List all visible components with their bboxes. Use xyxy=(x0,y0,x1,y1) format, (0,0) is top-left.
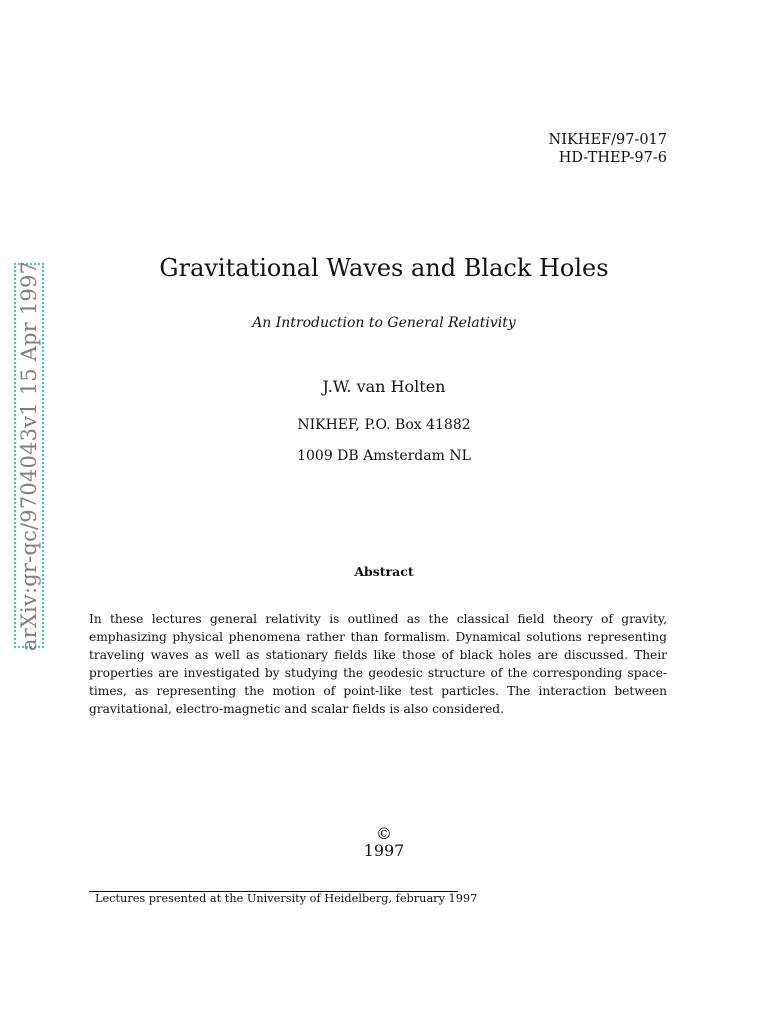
footnote-text: Lectures presented at the University of Heidelberg, february 1997 xyxy=(95,892,478,905)
report-number-hd-thep: HD-THEP-97-6 xyxy=(558,150,667,166)
abstract-heading: Abstract xyxy=(354,564,414,579)
copyright-block xyxy=(0,825,768,859)
paper-title: Gravitational Waves and Black Holes xyxy=(159,254,609,282)
report-numbers xyxy=(549,131,667,167)
arxiv-stamp-text: arXiv:gr-qc/9704043v1 15 Apr 1997 xyxy=(17,260,41,651)
paper-subtitle: An Introduction to General Relativity xyxy=(252,315,516,331)
copyright-symbol: © xyxy=(376,824,392,843)
report-number-nikhef: NIKHEF/97-017 xyxy=(548,132,667,148)
author-name: J.W. van Holten xyxy=(322,377,446,396)
affiliation-line-2: 1009 DB Amsterdam NL xyxy=(297,448,471,464)
copyright-year: 1997 xyxy=(363,841,405,860)
abstract-text: In these lectures general relativity is outlined as the classical field theory of gravity, emphasizing physical phenomena rather than formalism. Dynamical solutions representing traveling waves as well as stationary fields like those of black holes are discussed. Their properties are investigated by studying the geodesic structure of the corresponding space-times, as representing the motion of point-like test particles. The interaction between gravitational, electro-magnetic and scalar fields is also considered. xyxy=(89,612,667,716)
affiliation-line-1: NIKHEF, P.O. Box 41882 xyxy=(297,417,471,433)
